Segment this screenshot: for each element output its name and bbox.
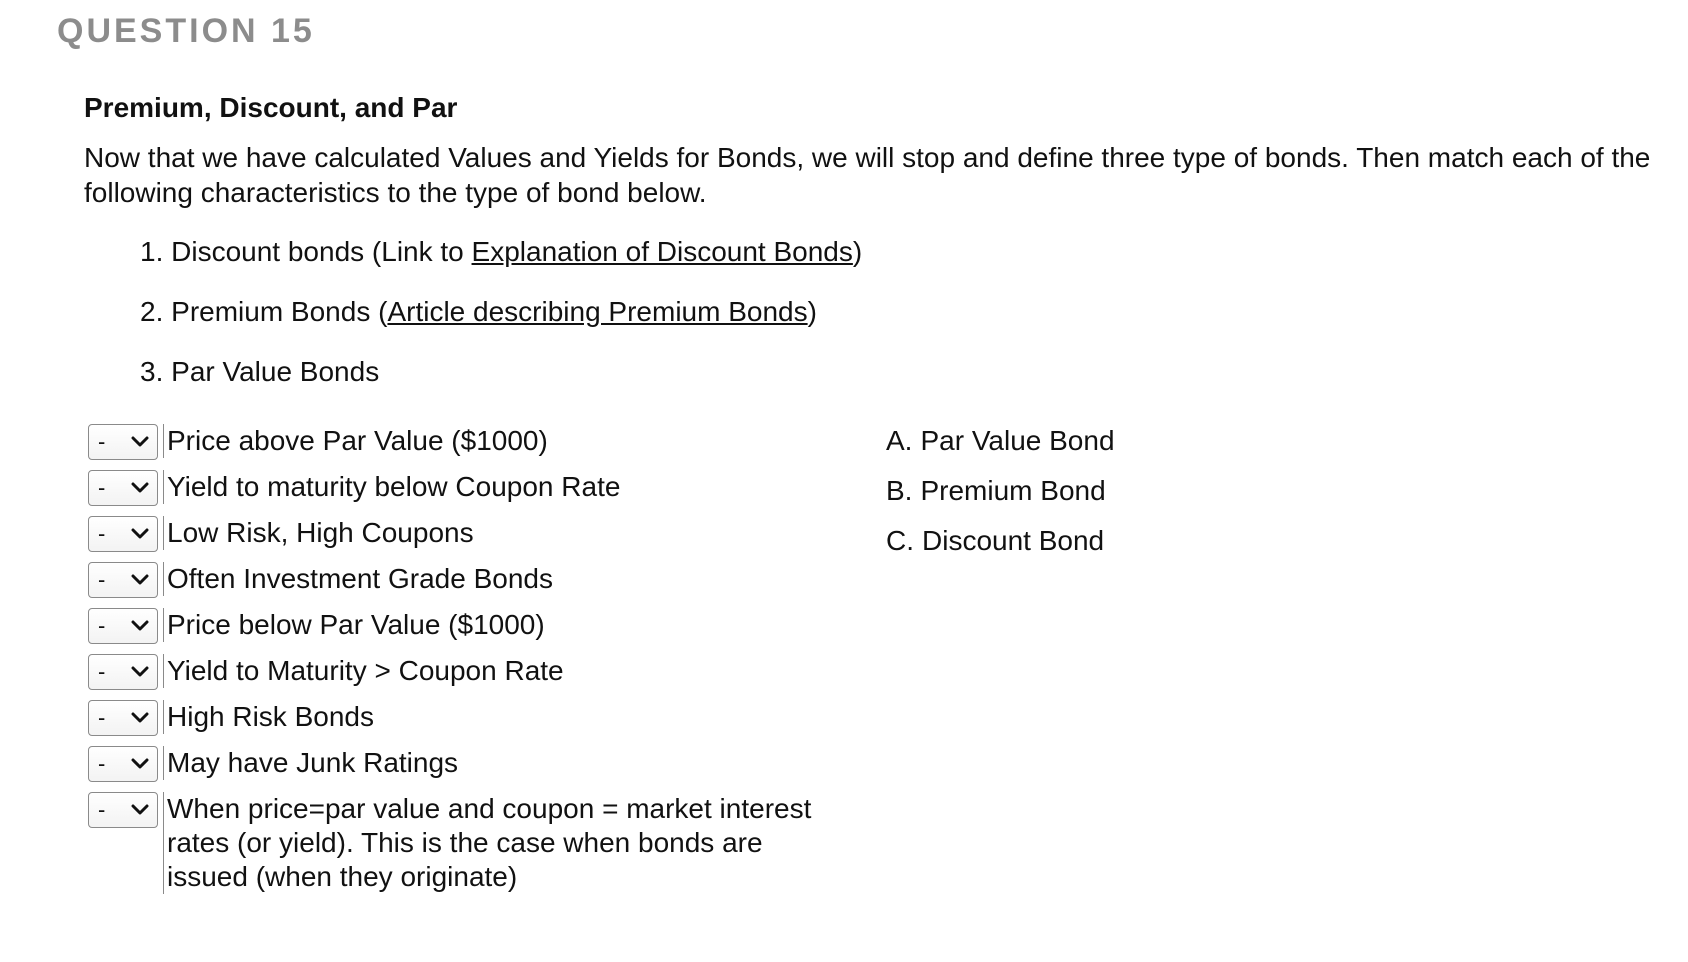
match-row	[88, 792, 878, 894]
chevron-down-icon	[131, 758, 149, 770]
match-row	[88, 562, 878, 598]
question-content	[84, 88, 1674, 892]
bond-type-text-after: )	[852, 236, 863, 267]
answer-dropdown[interactable]	[88, 608, 158, 644]
dropdown-value: -	[98, 751, 106, 776]
answer-letter: A.	[886, 425, 913, 456]
match-row	[88, 424, 878, 460]
answer-choice	[886, 424, 1286, 458]
bond-type-number: 1.	[140, 236, 164, 267]
match-row	[88, 700, 878, 736]
dropdown-value: -	[98, 429, 106, 454]
dropdown-value: -	[98, 521, 106, 546]
chevron-down-icon	[131, 482, 149, 494]
characteristic-text: Yield to Maturity > Coupon Rate	[163, 654, 564, 688]
chevron-down-icon	[131, 804, 149, 816]
answer-dropdown[interactable]	[88, 562, 158, 598]
answer-choices	[886, 424, 1286, 574]
answer-dropdown[interactable]	[88, 470, 158, 506]
answer-choice	[886, 474, 1286, 508]
characteristic-text: May have Junk Ratings	[163, 746, 458, 780]
answer-dropdown[interactable]	[88, 516, 158, 552]
answer-dropdown[interactable]	[88, 654, 158, 690]
answer-letter: B.	[886, 475, 913, 506]
chevron-down-icon	[131, 436, 149, 448]
dropdown-value: -	[98, 475, 106, 500]
match-row	[88, 654, 878, 690]
dropdown-value: -	[98, 659, 106, 684]
discount-bonds-link[interactable]: Explanation of Discount Bonds	[471, 236, 853, 267]
bond-type-item	[140, 232, 1674, 272]
dropdown-value: -	[98, 705, 106, 730]
dropdown-value: -	[98, 567, 106, 592]
bond-types-list	[84, 232, 1674, 392]
bond-type-text-after: )	[807, 296, 817, 327]
match-row	[88, 746, 878, 782]
characteristic-text: When price=par value and coupon = market interest rates (or yield). This is the case when bonds are issued (when they originate)	[163, 792, 837, 894]
bond-type-text: Par Value Bonds	[171, 356, 380, 387]
chevron-down-icon	[131, 620, 149, 632]
match-row	[88, 608, 878, 644]
chevron-down-icon	[131, 574, 149, 586]
question-number-header: QUESTION 15	[57, 12, 315, 50]
characteristic-text: Often Investment Grade Bonds	[163, 562, 553, 596]
answer-dropdown[interactable]	[88, 746, 158, 782]
chevron-down-icon	[131, 666, 149, 678]
answer-choice	[886, 524, 1286, 558]
matching-characteristics	[88, 424, 878, 904]
answer-letter: C.	[886, 525, 914, 556]
answer-text: Par Value Bond	[920, 425, 1115, 456]
answer-text: Discount Bond	[922, 525, 1105, 556]
bond-type-number: 2.	[140, 296, 164, 327]
dropdown-value: -	[98, 613, 106, 638]
characteristic-text: Yield to maturity below Coupon Rate	[163, 470, 620, 504]
question-title: Premium, Discount, and Par	[84, 92, 458, 123]
answer-dropdown[interactable]	[88, 424, 158, 460]
answer-dropdown[interactable]	[88, 700, 158, 736]
characteristic-text: Price below Par Value ($1000)	[163, 608, 545, 642]
bond-type-item	[140, 352, 1674, 392]
match-row	[88, 470, 878, 506]
dropdown-value: -	[98, 797, 106, 822]
chevron-down-icon	[131, 712, 149, 724]
question-intro: Now that we have calculated Values and Yields for Bonds, we will stop and define three type of bonds. Then match each of the following characteristics to the type of bond below.	[84, 142, 1651, 208]
bond-type-text: Premium Bonds (	[171, 296, 388, 327]
answer-text: Premium Bond	[920, 475, 1106, 506]
match-row	[88, 516, 878, 552]
answer-dropdown[interactable]	[88, 792, 158, 828]
characteristic-text: Price above Par Value ($1000)	[163, 424, 548, 458]
chevron-down-icon	[131, 528, 149, 540]
bond-type-number: 3.	[140, 356, 164, 387]
bond-type-item	[140, 292, 1674, 332]
bond-type-text: Discount bonds (Link to	[171, 236, 472, 267]
characteristic-text: High Risk Bonds	[163, 700, 374, 734]
characteristic-text: Low Risk, High Coupons	[163, 516, 474, 550]
premium-bonds-link[interactable]: Article describing Premium Bonds	[387, 296, 808, 327]
